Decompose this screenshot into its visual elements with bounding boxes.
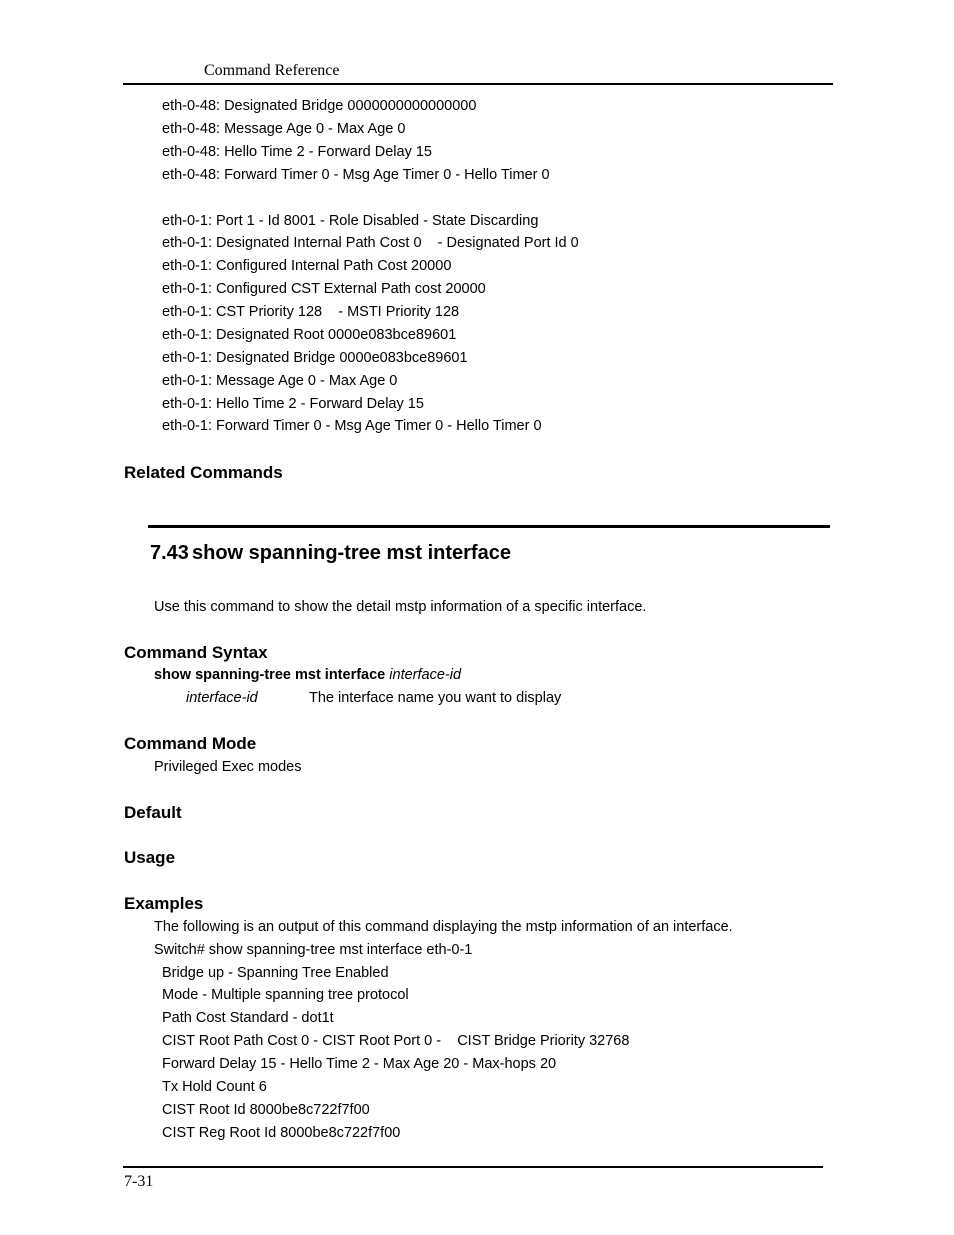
page-header-title: Command Reference (204, 62, 340, 79)
example-output-line: Bridge up - Spanning Tree Enabled (162, 965, 389, 981)
default-heading: Default (124, 803, 182, 822)
output-line: eth-0-1: Forward Timer 0 - Msg Age Timer 0 - Hello Timer 0 (162, 418, 542, 434)
output-line: eth-0-1: CST Priority 128 - MSTI Priority 128 (162, 304, 460, 320)
example-output-line: CIST Reg Root Id 8000be8c722f7f00 (162, 1125, 401, 1141)
output-line: eth-0-48: Message Age 0 - Max Age 0 (162, 121, 406, 137)
output-line: eth-0-1: Hello Time 2 - Forward Delay 15 (162, 396, 424, 412)
example-output-line: CIST Root Id 8000be8c722f7f00 (162, 1102, 370, 1118)
examples-intro: The following is an output of this command displaying the mstp information of an interface. (154, 919, 733, 935)
output-line: eth-0-1: Designated Root 0000e083bce89601 (162, 327, 457, 343)
syntax-argument: interface-id (389, 667, 462, 683)
footer-rule (123, 1166, 823, 1168)
param-name: interface-id (186, 690, 258, 706)
output-line: eth-0-1: Designated Bridge 0000e083bce89601 (162, 350, 468, 366)
page-number: 7-31 (124, 1173, 154, 1190)
command-mode-heading: Command Mode (124, 734, 257, 753)
output-line: eth-0-48: Forward Timer 0 - Msg Age Timer 0 - Hello Timer 0 (162, 167, 550, 183)
output-line: eth-0-1: Configured Internal Path Cost 20000 (162, 258, 452, 274)
header-rule (123, 83, 833, 85)
param-description: The interface name you want to display (309, 690, 562, 706)
command-syntax-line (154, 666, 461, 684)
command-syntax-heading: Command Syntax (124, 643, 268, 662)
output-line: eth-0-48: Designated Bridge 0000000000000000 (162, 98, 477, 114)
output-line: eth-0-1: Port 1 - Id 8001 - Role Disabled - State Discarding (162, 213, 539, 229)
example-output-line: Forward Delay 15 - Hello Time 2 - Max Age 20 - Max-hops 20 (162, 1056, 557, 1072)
example-output-line: Path Cost Standard - dot1t (162, 1010, 334, 1026)
usage-heading: Usage (124, 848, 176, 867)
output-line: eth-0-1: Configured CST External Path cost 20000 (162, 281, 486, 297)
output-line: eth-0-1: Designated Internal Path Cost 0 - Designated Port Id 0 (162, 235, 579, 251)
output-line: eth-0-48: Hello Time 2 - Forward Delay 15 (162, 144, 432, 160)
syntax-command: show spanning-tree mst interface (154, 667, 386, 683)
section-rule (148, 525, 830, 528)
output-line: eth-0-1: Message Age 0 - Max Age 0 (162, 373, 398, 389)
command-mode-text: Privileged Exec modes (154, 759, 302, 775)
examples-prompt: Switch# show spanning-tree mst interface eth-0-1 (154, 942, 473, 958)
related-commands-heading: Related Commands (124, 463, 283, 482)
example-output-line: Tx Hold Count 6 (162, 1079, 267, 1095)
section-description: Use this command to show the detail mstp information of a specific interface. (154, 599, 647, 615)
section-title-text: show spanning-tree mst interface (192, 542, 511, 564)
examples-heading: Examples (124, 894, 204, 913)
section-title (150, 542, 511, 565)
example-output-line: CIST Root Path Cost 0 - CIST Root Port 0 - CIST Bridge Priority 32768 (162, 1033, 630, 1049)
section-number: 7.43 (150, 542, 189, 564)
example-output-line: Mode - Multiple spanning tree protocol (162, 987, 409, 1003)
